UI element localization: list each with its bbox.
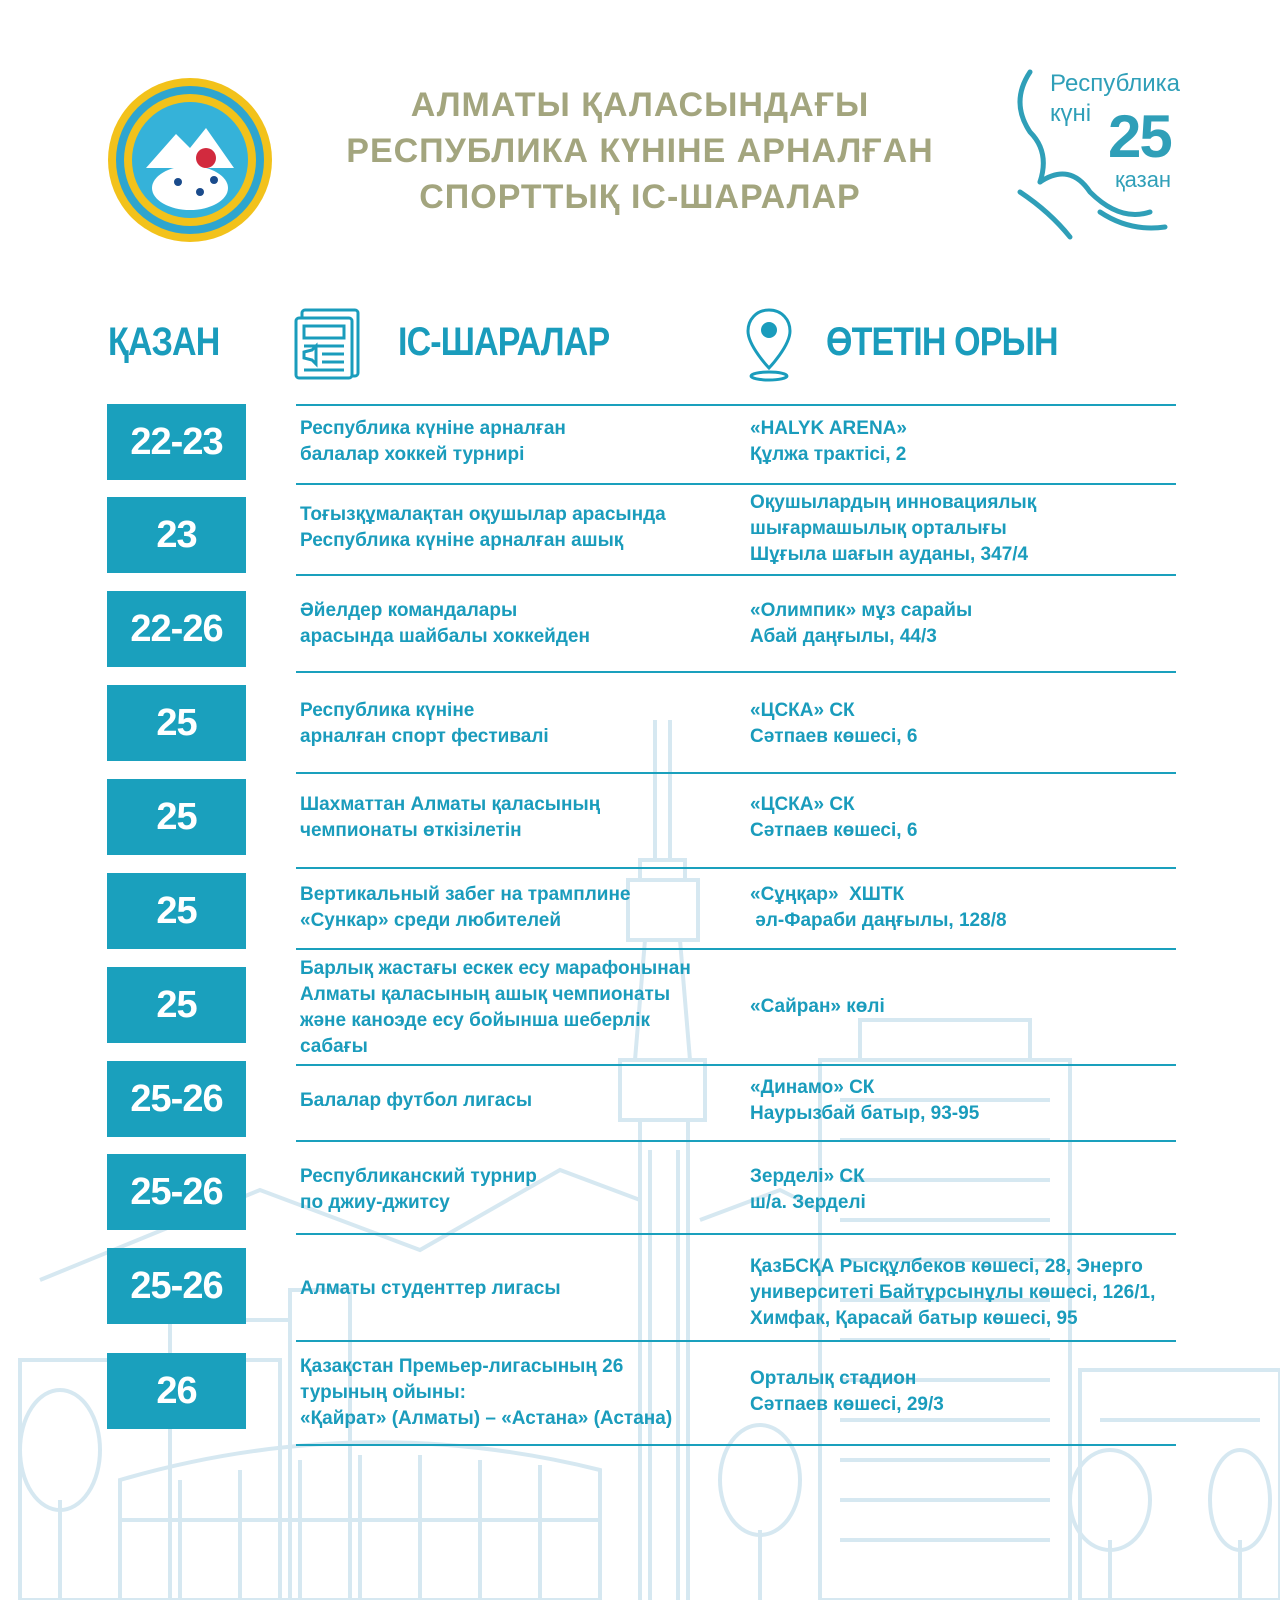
date-badge: 25 (107, 967, 246, 1043)
event-description (300, 1276, 750, 1302)
row-separator (296, 772, 1176, 774)
event-location (750, 1366, 1190, 1418)
event-location (750, 416, 1190, 468)
event-line: арналған спорт фестивалі (300, 726, 549, 747)
event-line: «Қайрат» (Алматы) – «Астана» (Астана) (300, 1408, 673, 1429)
location-line: ҚазБСҚА Рысқұлбеков көшесі, 28, Энерго (750, 1256, 1143, 1277)
event-line: Вертикальный забег на трамплине (300, 884, 631, 905)
event-line: Алматы студенттер лигасы (300, 1278, 561, 1299)
location-line: шығармашылық орталығы (750, 518, 1007, 539)
location-line: Сәтпаев көшесі, 6 (750, 726, 918, 747)
location-line: Сәтпаев көшесі, 6 (750, 820, 918, 841)
location-line: Құлжа трактісі, 2 (750, 444, 907, 465)
location-line: «ЦСКА» СК (750, 700, 855, 721)
event-line: Барлық жастағы ескек есу марафонынан (300, 958, 691, 979)
event-line: турының ойыны: (300, 1382, 466, 1403)
event-line: Республика күніне (300, 700, 475, 721)
title-line: СПОРТТЫҚ ІС-ШАРАЛАР (419, 178, 861, 216)
date-badge: 26 (107, 1353, 246, 1429)
row-separator (296, 1064, 1176, 1066)
logo-number: 25 (1108, 103, 1171, 170)
event-description (300, 792, 750, 844)
event-line: Шахматтан Алматы қаласының (300, 794, 601, 815)
location-line: «Сайран» көлі (750, 996, 885, 1017)
location-line: «Олимпик» мұз сарайы (750, 600, 973, 621)
event-line: Республика күніне арналған (300, 418, 566, 439)
event-line: Алматы қаласының ашық чемпионаты (300, 984, 671, 1005)
event-location (750, 490, 1190, 568)
location-line: Химфак, Қарасай батыр көшесі, 95 (750, 1308, 1078, 1329)
row-separator (296, 1140, 1176, 1142)
date-badge: 25-26 (107, 1061, 246, 1137)
location-line: «Динамо» СК (750, 1077, 875, 1098)
row-separator (296, 671, 1176, 673)
event-line: Тоғызқұмалақтан оқушылар арасында (300, 504, 666, 525)
event-line: сабағы (300, 1036, 368, 1057)
date-badge: 25-26 (107, 1248, 246, 1324)
almaty-emblem-icon (106, 76, 274, 244)
event-line: балалар хоккей турнирі (300, 444, 525, 465)
event-line: Әйелдер командалары (300, 600, 518, 621)
column-header-month: ҚАЗАН (108, 320, 220, 364)
event-location (750, 882, 1190, 934)
date-badge: 25 (107, 685, 246, 761)
event-location (750, 598, 1190, 650)
page-title (300, 82, 980, 220)
location-line: әл-Фараби даңғылы, 128/8 (750, 910, 1007, 931)
date-badge: 22-26 (107, 591, 246, 667)
event-description (300, 502, 750, 554)
event-line: «Сункар» среди любителей (300, 910, 562, 931)
event-line: Балалар футбол лигасы (300, 1090, 533, 1111)
row-separator (296, 1444, 1176, 1446)
event-description (300, 598, 750, 650)
row-separator (296, 1233, 1176, 1235)
event-line: чемпионаты өткізілетін (300, 820, 522, 841)
logo-month: қазан (1115, 167, 1172, 192)
newspaper-icon (292, 306, 364, 382)
event-description (300, 698, 750, 750)
row-separator (296, 948, 1176, 950)
event-location (750, 1075, 1190, 1127)
date-badge: 25 (107, 873, 246, 949)
column-header-place: ӨТЕТІН ОРЫН (826, 320, 1058, 364)
event-description (300, 956, 750, 1060)
event-description (300, 1354, 750, 1432)
location-line: Оқушылардың инновациялық (750, 492, 1037, 513)
date-badge: 25-26 (107, 1154, 246, 1230)
row-separator (296, 574, 1176, 576)
date-badge: 25 (107, 779, 246, 855)
event-line: Қазақстан Премьер-лигасының 26 (300, 1356, 624, 1377)
date-badge: 22-23 (107, 404, 246, 480)
event-description (300, 1088, 750, 1114)
row-separator (296, 404, 1176, 406)
event-line: Республиканский турнир (300, 1166, 537, 1187)
republic-day-logo (1000, 62, 1180, 240)
event-location (750, 792, 1190, 844)
event-line: Республика күніне арналған ашық (300, 530, 624, 551)
location-line: Абай даңғылы, 44/3 (750, 626, 937, 647)
location-line: Сәтпаев көшесі, 29/3 (750, 1394, 944, 1415)
logo-word-day: күні (1050, 100, 1092, 127)
title-line: РЕСПУБЛИКА КҮНІНЕ АРНАЛҒАН (346, 132, 934, 170)
logo-word-republic: Республика (1050, 70, 1181, 97)
title-line: АЛМАТЫ ҚАЛАСЫНДАҒЫ (410, 86, 870, 124)
location-line: университеті Байтұрсынұлы көшесі, 126/1, (750, 1282, 1156, 1303)
location-line: Наурызбай батыр, 93-95 (750, 1103, 980, 1124)
event-location (750, 994, 1190, 1020)
date-badge: 23 (107, 497, 246, 573)
location-line: Зерделі» СК (750, 1166, 865, 1187)
location-line: «Сұңқар» ХШТК (750, 884, 905, 905)
event-line: по джиу-джитсу (300, 1192, 450, 1213)
event-line: арасында шайбалы хоккейден (300, 626, 590, 647)
location-line: «ЦСКА» СК (750, 794, 855, 815)
event-description (300, 416, 750, 468)
location-line: ш/а. Зерделі (750, 1192, 866, 1213)
event-location (750, 1164, 1190, 1216)
column-header-events: ІС-ШАРАЛАР (398, 320, 610, 364)
location-pin-icon (744, 306, 794, 382)
row-separator (296, 1340, 1176, 1342)
event-line: және каноэде есу бойынша шеберлік (300, 1010, 650, 1031)
event-location (750, 698, 1190, 750)
event-description (300, 1164, 750, 1216)
row-separator (296, 483, 1176, 485)
location-line: «HALYK ARENA» (750, 418, 907, 439)
location-line: Орталық стадион (750, 1368, 917, 1389)
location-line: Шұғыла шағын ауданы, 347/4 (750, 544, 1029, 565)
row-separator (296, 867, 1176, 869)
event-description (300, 882, 750, 934)
event-location (750, 1254, 1190, 1332)
